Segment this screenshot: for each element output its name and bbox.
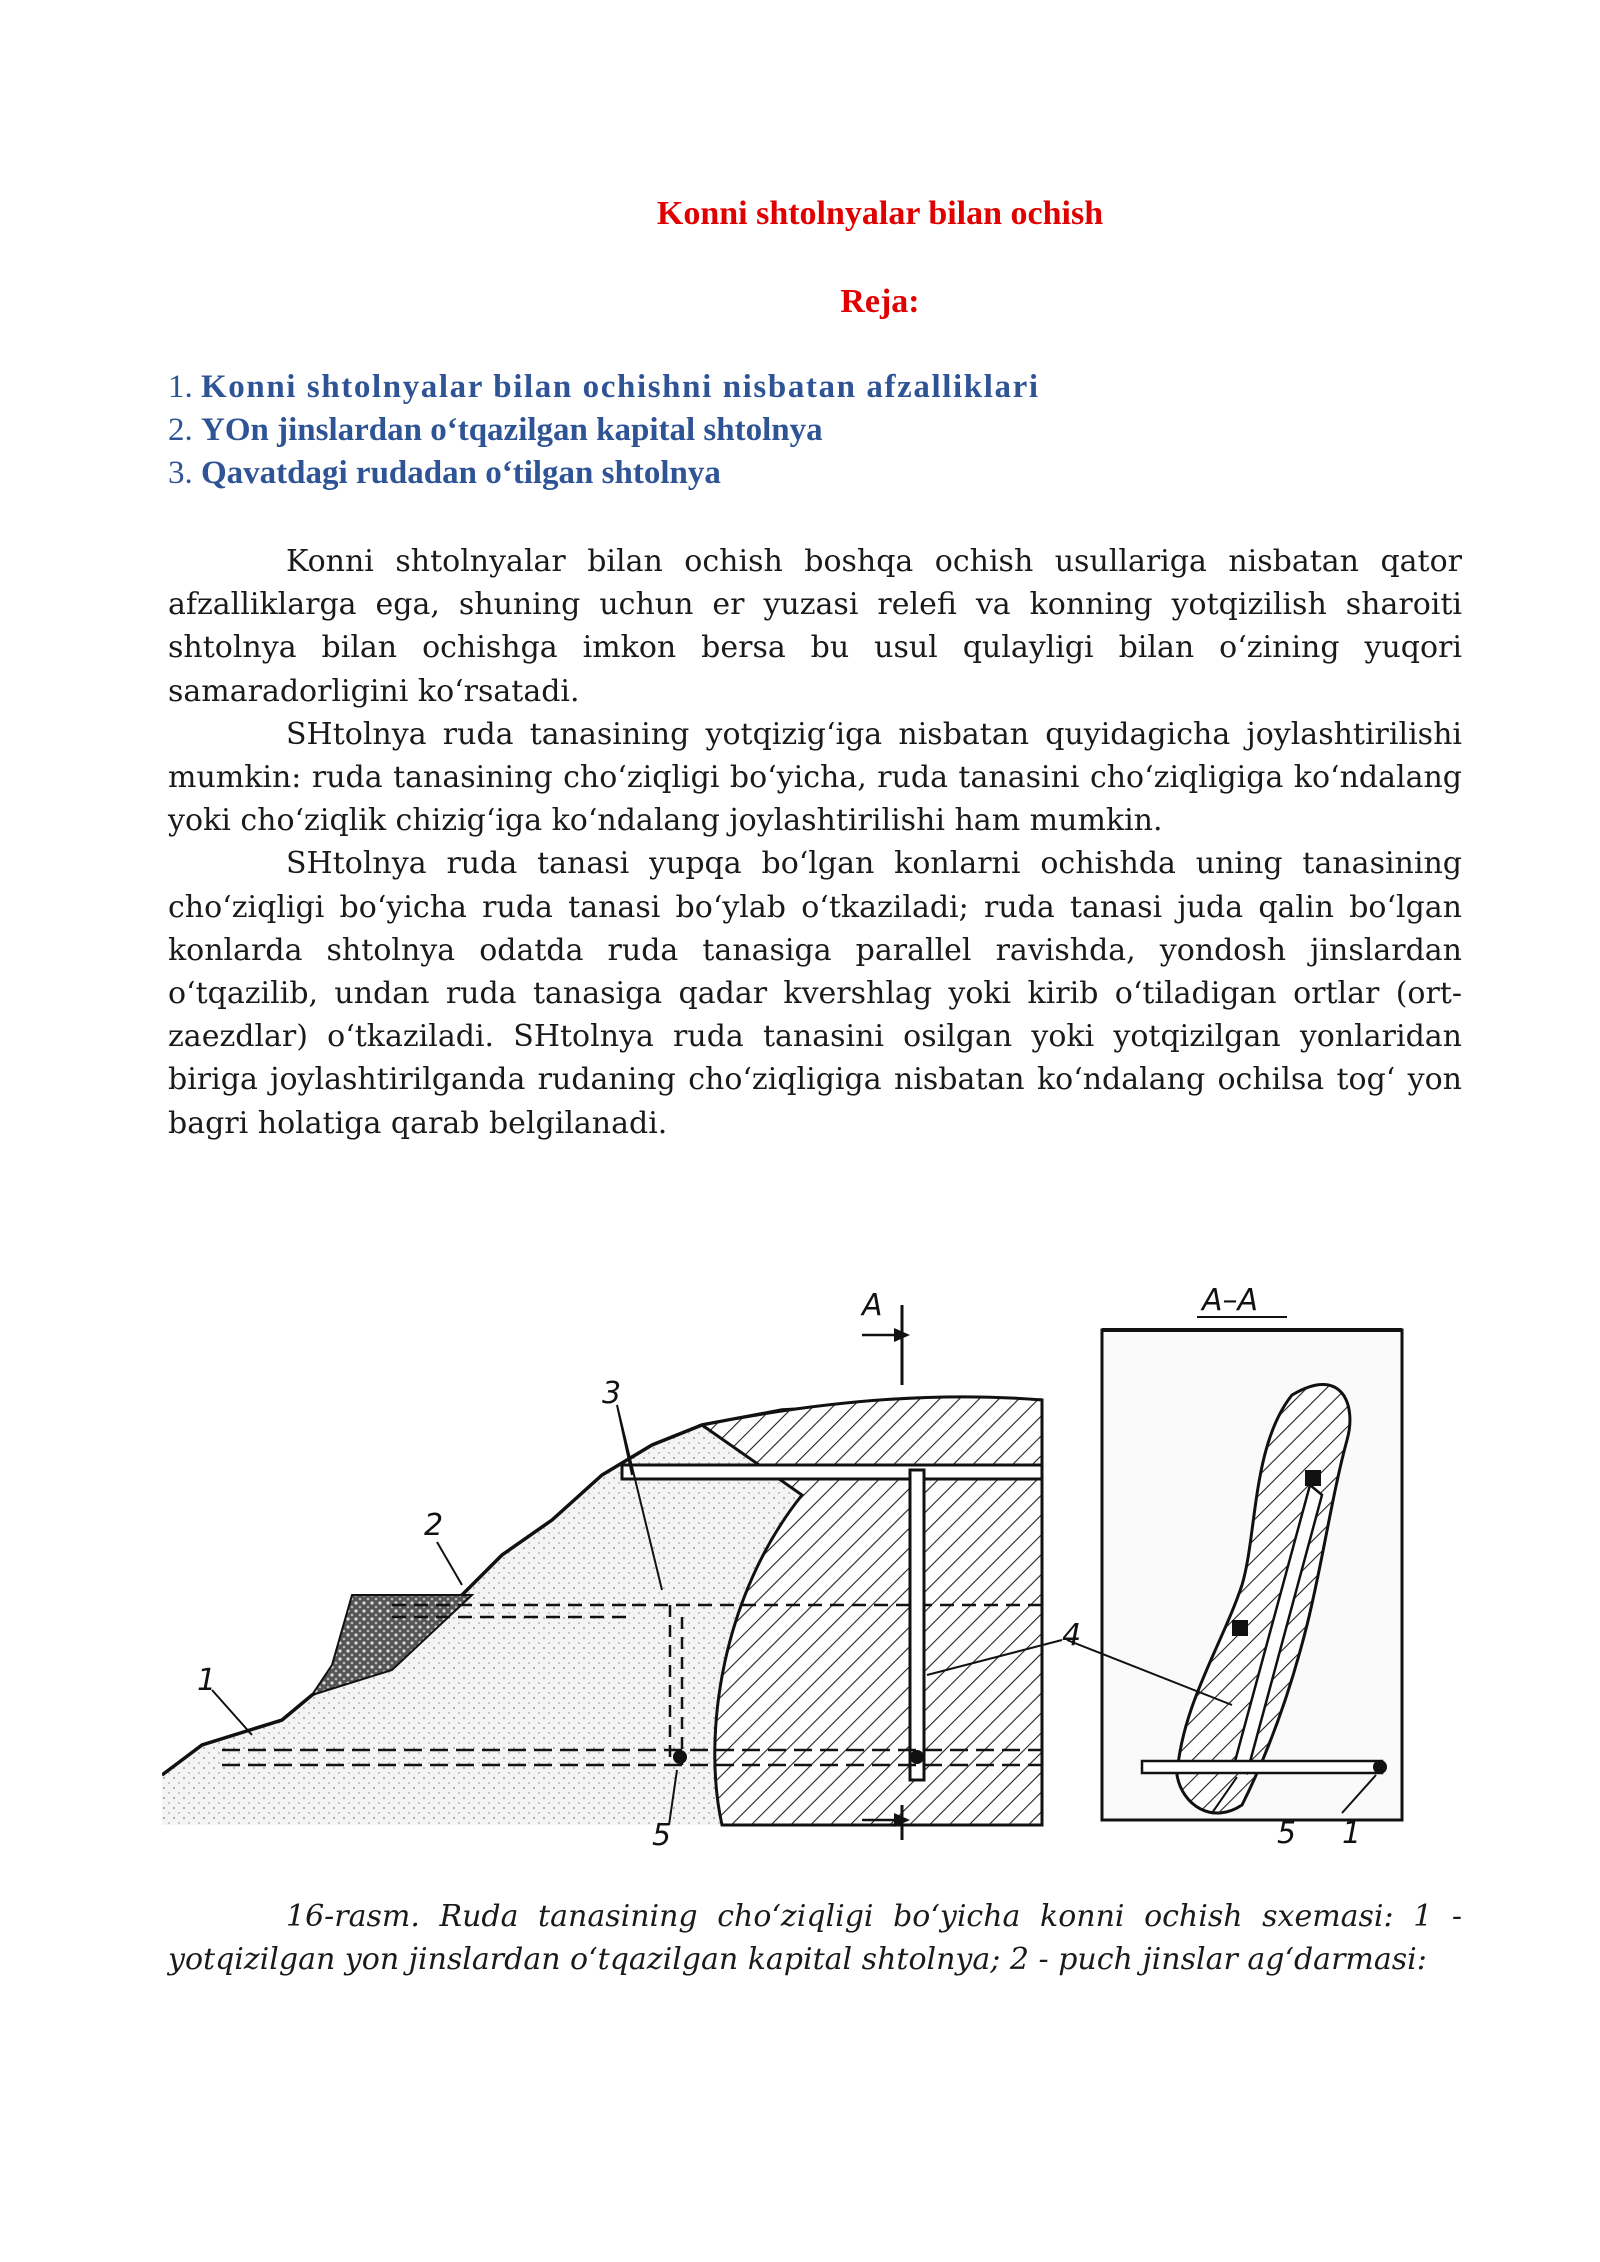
- longitudinal-section: [162, 1288, 1081, 1853]
- section-title: A–A: [1202, 1283, 1259, 1318]
- label-5: 5: [652, 1818, 672, 1853]
- paragraph: Konni shtolnyalar bilan ochish boshqa ochish usullariga nisbatan qator afzalliklarga ega, shuning uchun er yuzasi relefi va konning yotqizilish sharoiti shtolnya bilan ochishga imkon bersa bu usul qulayligi bilan o‘zining yuqori samaradorligini ko‘rsatadi.: [168, 544, 1462, 709]
- plan-item-number: 3.: [168, 455, 193, 491]
- plan-heading: Reja:: [840, 283, 920, 320]
- label-1-cross: 1: [1342, 1816, 1362, 1851]
- upper-adit: [622, 1465, 1042, 1479]
- plan-item-number: 2.: [168, 412, 193, 448]
- paragraph: SHtolnya ruda tanasi yupqa bo‘lgan konlarni ochishda uning tanasining cho‘ziqligi bo‘yicha ruda tanasi bo‘ylab o‘tkaziladi; ruda tanasi juda qalin bo‘lgan konlarda shtolnya odatda ruda tanasiga parallel ravishda, yondosh jinslardan o‘tqazilib, undan ruda tanasiga qadar kvershlag yoki kirib o‘tiladigan ortlar (ort-zaezdlar) o‘tkaziladi. SHtolnya ruda tanasini osilgan yoki yotqizilgan yonlaridan biriga joylashtirilganda rudaning cho‘ziqligiga nisbatan ko‘ndalang ochilsa tog‘ yon bagri holatiga qarab belgilanadi.: [168, 846, 1462, 1141]
- plan-item: [168, 409, 1040, 452]
- label-4: 4: [1062, 1618, 1082, 1653]
- paragraph: SHtolnya ruda tanasining yotqizig‘iga nisbatan quyidagicha joylashtirilishi mumkin: ruda tanasining cho‘ziqligi bo‘yicha, ruda tanasini cho‘ziqligiga ko‘ndalang yoki cho‘ziqlik chizig‘iga ko‘ndalang joylashtirilishi ham mumkin.: [168, 716, 1462, 839]
- plan-item-number: 1.: [168, 369, 193, 405]
- cross-section: [1067, 1283, 1402, 1851]
- plan-item-text: Konni shtolnyalar bilan ochishni nisbatan afzalliklari: [201, 369, 1040, 405]
- plan-list: [168, 366, 1040, 495]
- label-2: 2: [424, 1508, 444, 1543]
- ore-raise: [910, 1470, 924, 1780]
- body-text: [168, 540, 1462, 1145]
- ore-body: [702, 1397, 1042, 1825]
- section-mark-label: A: [862, 1288, 883, 1323]
- label-1: 1: [197, 1663, 217, 1698]
- label-5-cross: 5: [1277, 1816, 1297, 1851]
- plan-item: [168, 452, 1040, 495]
- plan-item-text: Qavatdagi rudadan o‘tilgan shtolnya: [201, 455, 721, 491]
- plan-item-text: YOn jinslardan o‘tqazilgan kapital shtolnya: [201, 412, 823, 448]
- label-3: 3: [602, 1376, 622, 1411]
- plan-item: [168, 366, 1040, 409]
- document-title: Konni shtolnyalar bilan ochish: [656, 195, 1104, 232]
- figure-caption: 16-rasm. Ruda tanasining cho‘ziqligi bo‘yicha konni ochish sxemasi: 1 - yotqizilgan yon jinslardan o‘tqazilgan kapital shtolnya; 2 - puch jinslar ag‘darmasi:: [168, 1899, 1462, 1978]
- mine-opening-diagram: [162, 1265, 1412, 1853]
